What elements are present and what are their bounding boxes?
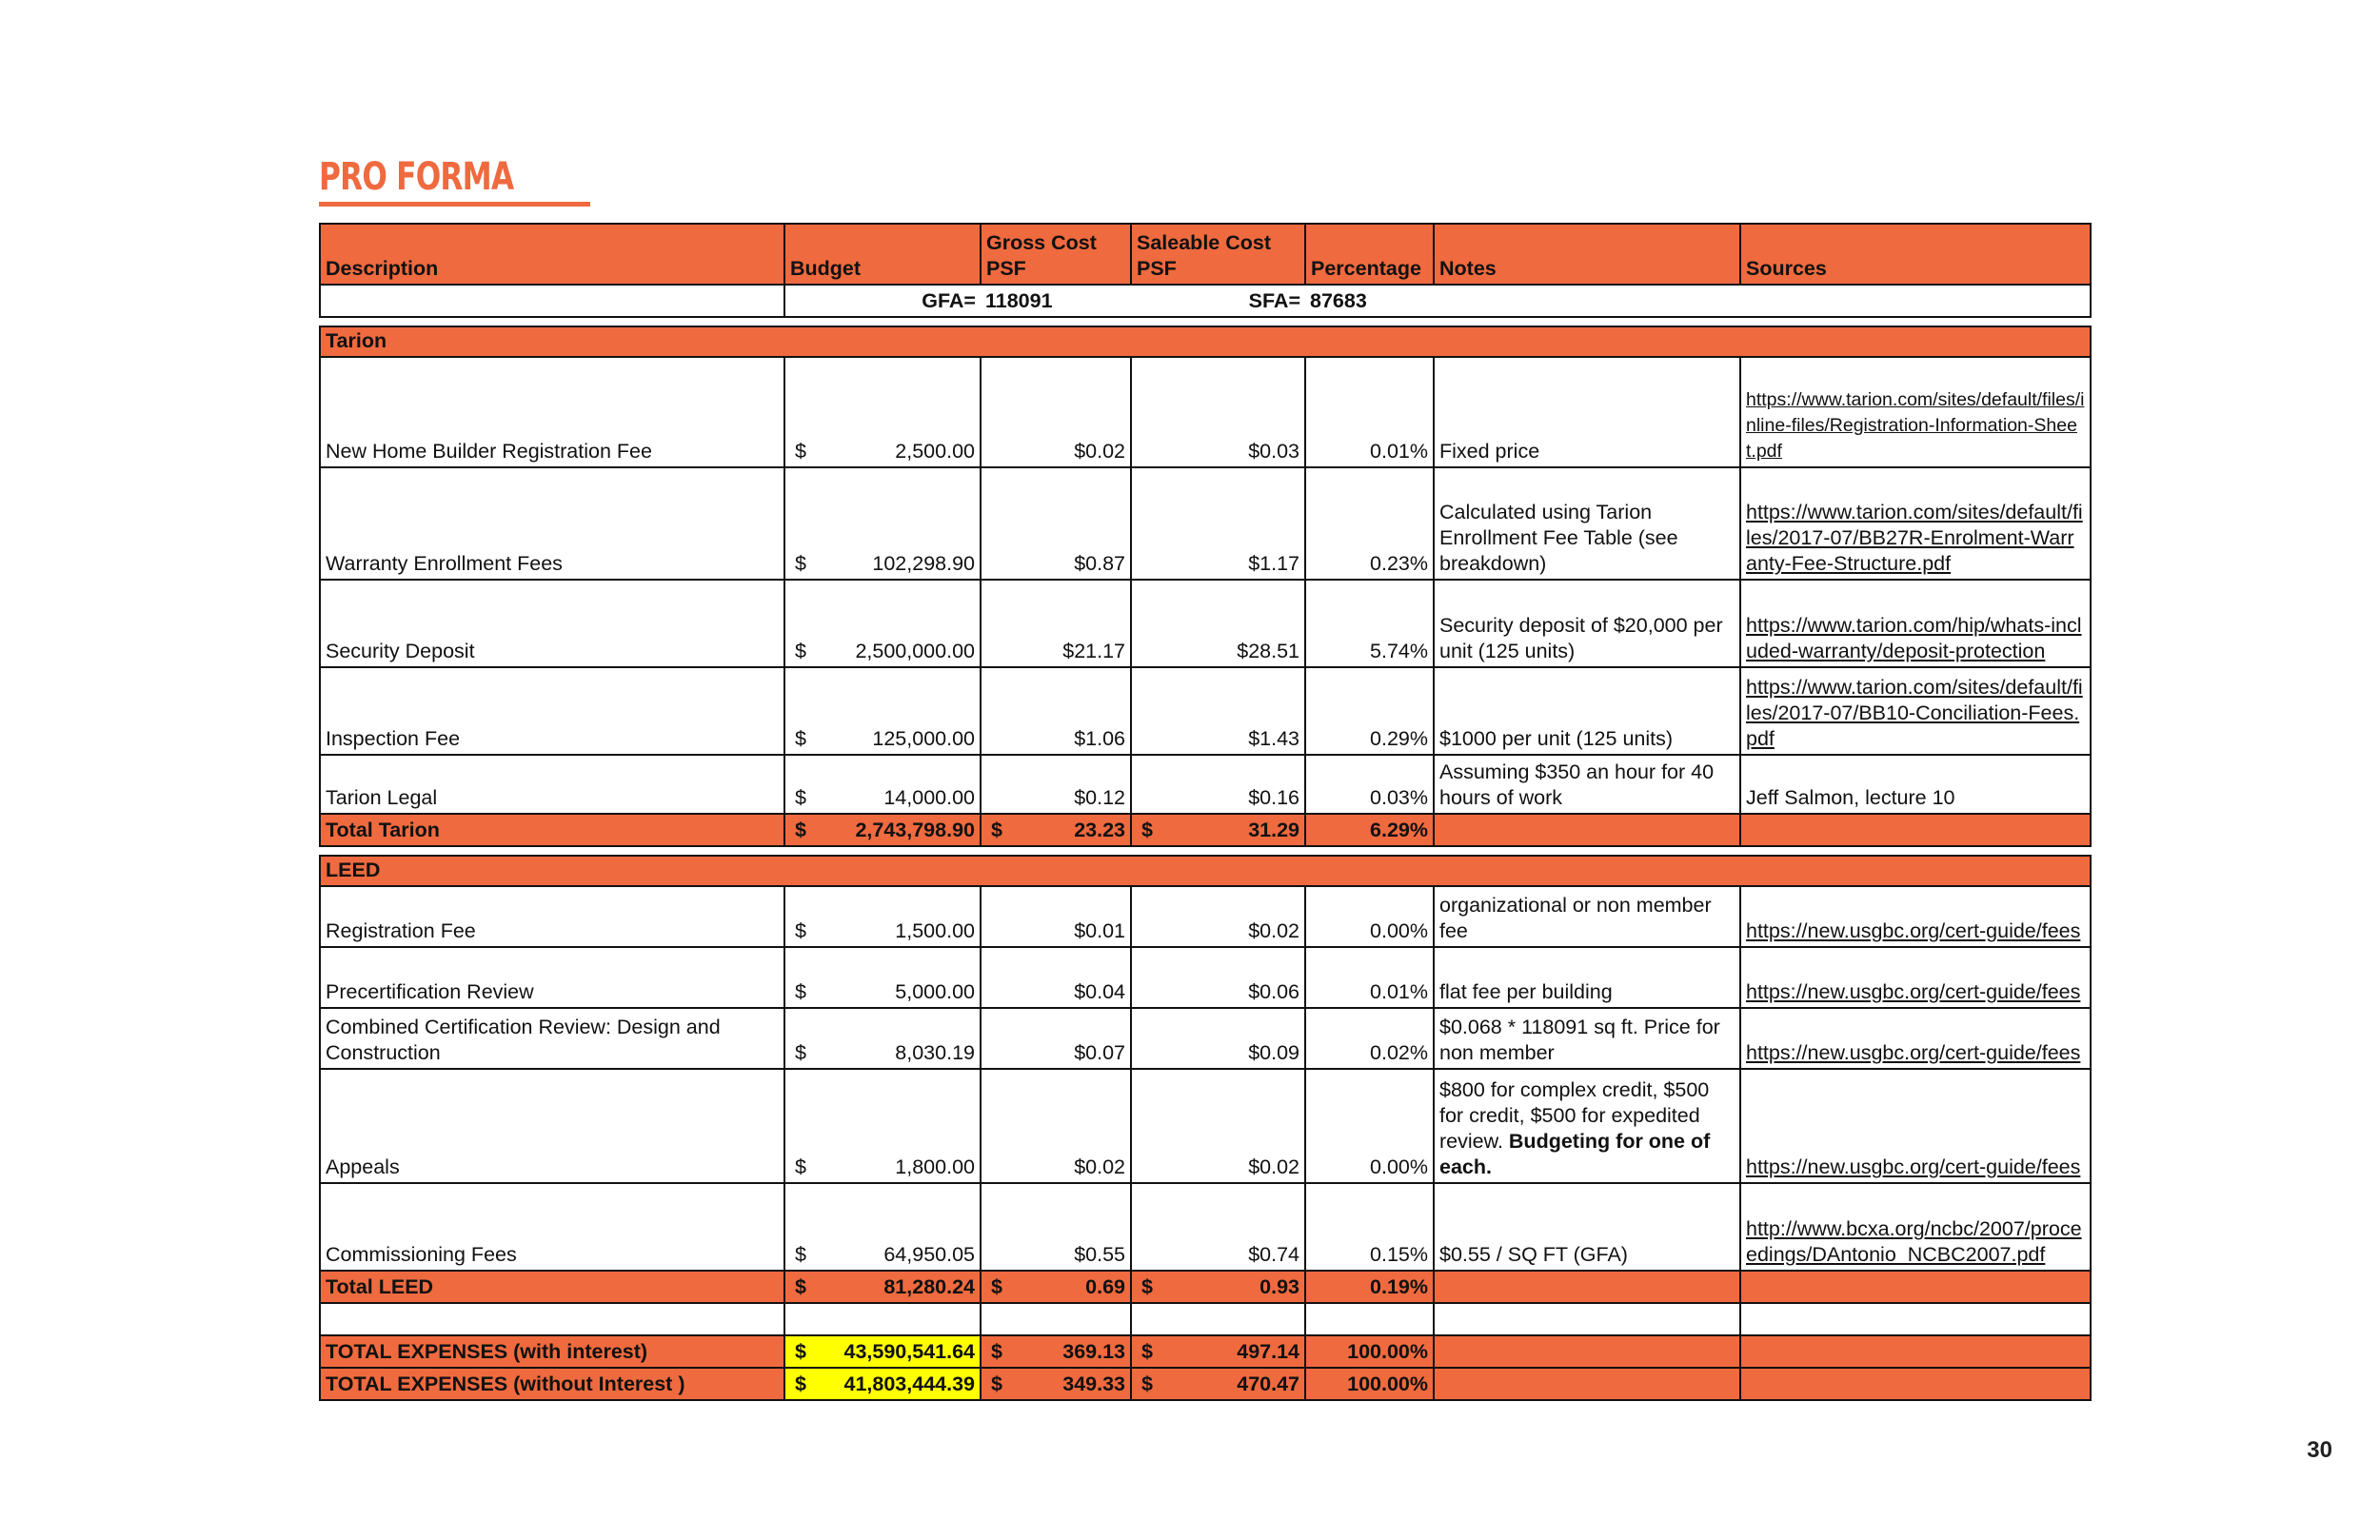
total-leed-row-label: Total LEED: [320, 1271, 784, 1303]
currency-symbol: $: [795, 1340, 806, 1363]
currency-symbol: $: [795, 727, 806, 750]
row-description: Tarion Legal: [320, 755, 784, 814]
table-row: [320, 667, 2091, 755]
currency-symbol: $: [795, 1155, 806, 1178]
total-expenses-without-interest-row-saleable-value: 470.47: [1237, 1372, 1299, 1395]
total-leed-row-gross: [981, 1271, 1131, 1303]
empty-cell: [1305, 1303, 1434, 1335]
source-link[interactable]: https://www.tarion.com/sites/default/files/2017-07/BB10-Conciliation-Fees.pdf: [1746, 676, 2083, 750]
row-percentage: 0.01%: [1305, 947, 1434, 1008]
row-notes-text: flat fee per building: [1439, 980, 1613, 1003]
row-percentage: 0.23%: [1305, 467, 1434, 580]
row-saleable-psf: $0.03: [1131, 357, 1305, 467]
sfa-label: SFA=: [1131, 285, 1305, 317]
total-expenses-with-interest-row: [320, 1335, 2091, 1368]
currency-symbol: $: [795, 980, 806, 1003]
row-source: [1740, 1069, 2091, 1183]
row-percentage: 0.03%: [1305, 755, 1434, 814]
currency-symbol: $: [991, 819, 1002, 841]
total-expenses-with-interest-row-percentage: 100.00%: [1305, 1335, 1434, 1368]
currency-symbol: $: [795, 786, 806, 809]
empty-cell: [1740, 1368, 2091, 1400]
row-source: [1740, 467, 2091, 580]
header-gross: Gross Cost PSF: [981, 224, 1131, 285]
row-source: [1740, 755, 2091, 814]
currency-symbol: $: [795, 1243, 806, 1266]
total-leed-row-percentage: 0.19%: [1305, 1271, 1434, 1303]
row-description: Inspection Fee: [320, 667, 784, 755]
section-tarion-row: [320, 326, 2091, 357]
page-number: 30: [2307, 1437, 2332, 1463]
table-row: [320, 755, 2091, 814]
source-link[interactable]: https://new.usgbc.org/cert-guide/fees: [1746, 1041, 2081, 1064]
header-description: Description: [320, 224, 784, 285]
row-percentage: 0.15%: [1305, 1183, 1434, 1271]
row-percentage: 5.74%: [1305, 580, 1434, 667]
pro-forma-table: [319, 223, 2092, 1401]
row-saleable-psf: $1.17: [1131, 467, 1305, 580]
row-gross-psf: $1.06: [981, 667, 1131, 755]
row-saleable-psf: $1.43: [1131, 667, 1305, 755]
row-gross-psf: $0.01: [981, 886, 1131, 947]
row-source: [1740, 886, 2091, 947]
empty-cell: [1740, 1335, 2091, 1368]
row-budget: [784, 357, 981, 467]
row-budget: [784, 947, 981, 1008]
row-description: Commissioning Fees: [320, 1183, 784, 1271]
row-source: [1740, 580, 2091, 667]
total-tarion-row-gross-value: 23.23: [1074, 819, 1125, 841]
currency-symbol: $: [1141, 1340, 1153, 1363]
row-description: Appeals: [320, 1069, 784, 1183]
row-budget: [784, 886, 981, 947]
row-budget-value: 8,030.19: [895, 1041, 975, 1064]
row-saleable-psf: $0.74: [1131, 1183, 1305, 1271]
row-notes: [1434, 1183, 1740, 1271]
total-tarion-row-label: Total Tarion: [320, 814, 784, 846]
row-budget-value: 2,500.00: [895, 440, 975, 463]
header-notes: Notes: [1434, 224, 1740, 285]
total-leed-row-gross-value: 0.69: [1085, 1275, 1125, 1298]
row-percentage: 0.00%: [1305, 886, 1434, 947]
currency-symbol: $: [795, 1275, 806, 1298]
row-gross-psf: $0.04: [981, 947, 1131, 1008]
currency-symbol: $: [795, 1041, 806, 1064]
section-leed-row: [320, 856, 2091, 886]
row-description: Warranty Enrollment Fees: [320, 467, 784, 580]
currency-symbol: $: [795, 552, 806, 575]
total-expenses-without-interest-row-percentage: 100.00%: [1305, 1368, 1434, 1400]
row-notes-text: $800 for complex credit, $500 for credit, $500 for expedited review.: [1439, 1078, 1710, 1153]
empty-cell: [1740, 1303, 2091, 1335]
row-saleable-psf: $0.02: [1131, 1069, 1305, 1183]
source-link[interactable]: https://new.usgbc.org/cert-guide/fees: [1746, 1155, 2081, 1178]
page-title-underline: [319, 152, 590, 207]
gfa-value: 118091: [981, 285, 1131, 317]
row-budget: [784, 667, 981, 755]
row-gross-psf: $21.17: [981, 580, 1131, 667]
empty-cell: [784, 1303, 981, 1335]
total-leed-row-budget: [784, 1271, 981, 1303]
row-notes: [1434, 667, 1740, 755]
row-notes: [1434, 755, 1740, 814]
row-percentage: 0.01%: [1305, 357, 1434, 467]
row-budget: [784, 1069, 981, 1183]
empty-cell: [1434, 1368, 1740, 1400]
row-source: [1740, 1183, 2091, 1271]
table-row: [320, 357, 2091, 467]
total-tarion-row-budget: [784, 814, 981, 846]
row-saleable-psf: $0.06: [1131, 947, 1305, 1008]
row-description: Combined Certification Review: Design and Construction: [320, 1008, 784, 1069]
currency-symbol: $: [991, 1372, 1002, 1395]
table-row: [320, 1183, 2091, 1271]
row-budget: [784, 580, 981, 667]
table-row: [320, 1069, 2091, 1183]
total-leed-row: [320, 1271, 2091, 1303]
total-expenses-with-interest-row-label: TOTAL EXPENSES (with interest): [320, 1335, 784, 1368]
total-tarion-row-percentage: 6.29%: [1305, 814, 1434, 846]
currency-symbol: $: [795, 1372, 806, 1395]
currency-symbol: $: [795, 819, 806, 841]
empty-cell: [1740, 814, 2091, 846]
row-gross-psf: $0.87: [981, 467, 1131, 580]
header-row: [320, 224, 2091, 285]
total-tarion-row-gross: [981, 814, 1131, 846]
table-row: [320, 947, 2091, 1008]
source-link[interactable]: https://new.usgbc.org/cert-guide/fees: [1746, 919, 2081, 942]
total-expenses-without-interest-row: [320, 1368, 2091, 1400]
table-row: [320, 886, 2091, 947]
empty-cell: [1131, 1303, 1305, 1335]
row-percentage: 0.00%: [1305, 1069, 1434, 1183]
row-budget-value: 5,000.00: [895, 980, 975, 1003]
row-notes: [1434, 1069, 1740, 1183]
table-row: [320, 1008, 2091, 1069]
row-notes-text: Assuming $350 an hour for 40 hours of work: [1439, 760, 1715, 809]
row-description: New Home Builder Registration Fee: [320, 357, 784, 467]
total-leed-row-saleable-value: 0.93: [1259, 1275, 1299, 1298]
row-gross-psf: $0.55: [981, 1183, 1131, 1271]
currency-symbol: $: [795, 440, 806, 463]
currency-symbol: $: [1141, 1275, 1153, 1298]
header-saleable: Saleable Cost PSF: [1131, 224, 1305, 285]
row-source: [1740, 667, 2091, 755]
table-row: [320, 467, 2091, 580]
currency-symbol: $: [1141, 1372, 1153, 1395]
total-expenses-with-interest-row-gross: [981, 1335, 1131, 1368]
row-notes: [1434, 1008, 1740, 1069]
total-expenses-with-interest-row-budget-value: 43,590,541.64: [843, 1340, 975, 1363]
source-link[interactable]: https://www.tarion.com/sites/default/files/2017-07/BB27R-Enrolment-Warranty-Fee-Structure.pdf: [1746, 501, 2083, 575]
row-notes-text: organizational or non member fee: [1439, 894, 1712, 942]
table-row: [320, 580, 2091, 667]
row-budget: [784, 1008, 981, 1069]
row-notes-text: Fixed price: [1439, 440, 1540, 463]
row-notes: [1434, 580, 1740, 667]
row-gross-psf: $0.12: [981, 755, 1131, 814]
total-expenses-without-interest-row-budget-value: 41,803,444.39: [843, 1372, 975, 1395]
row-budget: [784, 1183, 981, 1271]
currency-symbol: $: [1141, 819, 1153, 841]
row-source: [1740, 947, 2091, 1008]
sfa-value: 87683: [1305, 285, 1434, 317]
empty-cell: [320, 1303, 784, 1335]
blank-row: [320, 1303, 2091, 1335]
row-notes: [1434, 357, 1740, 467]
row-notes-bold: Budgeting for one of each.: [1439, 1130, 1711, 1178]
row-budget: [784, 467, 981, 580]
source-link[interactable]: http://www.bcxa.org/ncbc/2007/proceedings/DAntonio_NCBC2007.pdf: [1746, 1217, 2082, 1266]
source-link[interactable]: https://www.tarion.com/sites/default/files/inline-files/Registration-Information-Sheet.pdf: [1746, 389, 2085, 462]
total-expenses-with-interest-row-saleable-value: 497.14: [1237, 1340, 1299, 1363]
row-gross-psf: $0.02: [981, 1069, 1131, 1183]
section-tarion-label: Tarion: [320, 326, 2091, 357]
total-expenses-with-interest-row-gross-value: 369.13: [1062, 1340, 1125, 1363]
total-expenses-without-interest-row-budget: [784, 1368, 981, 1400]
source-link[interactable]: https://www.tarion.com/hip/whats-included-warranty/deposit-protection: [1746, 614, 2082, 662]
row-percentage: 0.02%: [1305, 1008, 1434, 1069]
source-link[interactable]: https://new.usgbc.org/cert-guide/fees: [1746, 980, 2081, 1003]
header-budget: Budget: [784, 224, 981, 285]
currency-symbol: $: [795, 919, 806, 942]
row-notes: [1434, 947, 1740, 1008]
row-source: [1740, 1008, 2091, 1069]
total-tarion-row: [320, 814, 2091, 846]
header-sources: Sources: [1740, 224, 2091, 285]
row-budget-value: 1,500.00: [895, 919, 975, 942]
row-budget-value: 1,800.00: [895, 1155, 975, 1178]
total-tarion-row-saleable-value: 31.29: [1248, 819, 1299, 841]
total-expenses-without-interest-row-gross: [981, 1368, 1131, 1400]
row-gross-psf: $0.02: [981, 357, 1131, 467]
source-text: Jeff Salmon, lecture 10: [1746, 786, 1955, 809]
row-saleable-psf: $0.16: [1131, 755, 1305, 814]
total-leed-row-saleable: [1131, 1271, 1305, 1303]
total-tarion-row-budget-value: 2,743,798.90: [855, 819, 975, 841]
empty-cell: [1740, 1271, 2091, 1303]
spacer: [320, 846, 2091, 856]
total-expenses-without-interest-row-gross-value: 349.33: [1062, 1372, 1125, 1395]
area-row: [320, 285, 2091, 317]
row-budget-value: 102,298.90: [872, 552, 975, 575]
page-title: PRO FORMA: [319, 155, 514, 199]
empty-cell: [1434, 1271, 1740, 1303]
row-gross-psf: $0.07: [981, 1008, 1131, 1069]
row-notes-text: Security deposit of $20,000 per unit (125 units): [1439, 614, 1723, 662]
spacer: [320, 317, 2091, 326]
row-saleable-psf: $28.51: [1131, 580, 1305, 667]
section-leed-label: LEED: [320, 856, 2091, 886]
currency-symbol: $: [991, 1340, 1002, 1363]
row-description: Registration Fee: [320, 886, 784, 947]
total-expenses-without-interest-row-saleable: [1131, 1368, 1305, 1400]
empty-cell: [1434, 1303, 1740, 1335]
spacer-row: [320, 846, 2091, 856]
total-tarion-row-saleable: [1131, 814, 1305, 846]
gfa-label: GFA=: [784, 285, 981, 317]
row-budget-value: 64,950.05: [883, 1243, 975, 1266]
row-notes-text: $1000 per unit (125 units): [1439, 727, 1674, 750]
row-notes-text: $0.068 * 118091 sq ft. Price for non member: [1439, 1016, 1720, 1064]
row-budget-value: 2,500,000.00: [855, 640, 975, 662]
row-budget: [784, 755, 981, 814]
row-budget-value: 14,000.00: [883, 786, 975, 809]
spacer-row: [320, 317, 2091, 326]
empty-cell: [1434, 1335, 1740, 1368]
row-description: Precertification Review: [320, 947, 784, 1008]
row-budget-value: 125,000.00: [872, 727, 975, 750]
total-expenses-with-interest-row-saleable: [1131, 1335, 1305, 1368]
row-source: [1740, 357, 2091, 467]
row-notes: [1434, 467, 1740, 580]
row-notes: [1434, 886, 1740, 947]
row-saleable-psf: $0.02: [1131, 886, 1305, 947]
total-expenses-with-interest-row-budget: [784, 1335, 981, 1368]
header-percentage: Percentage: [1305, 224, 1434, 285]
currency-symbol: $: [991, 1275, 1002, 1298]
currency-symbol: $: [795, 640, 806, 662]
total-leed-row-budget-value: 81,280.24: [883, 1275, 975, 1298]
row-notes-text: Calculated using Tarion Enrollment Fee Table (see breakdown): [1439, 501, 1678, 575]
row-description: Security Deposit: [320, 580, 784, 667]
empty-cell: [981, 1303, 1131, 1335]
row-saleable-psf: $0.09: [1131, 1008, 1305, 1069]
empty-cell: [1434, 814, 1740, 846]
row-percentage: 0.29%: [1305, 667, 1434, 755]
total-expenses-without-interest-row-label: TOTAL EXPENSES (without Interest ): [320, 1368, 784, 1400]
row-notes-text: $0.55 / SQ FT (GFA): [1439, 1243, 1628, 1266]
